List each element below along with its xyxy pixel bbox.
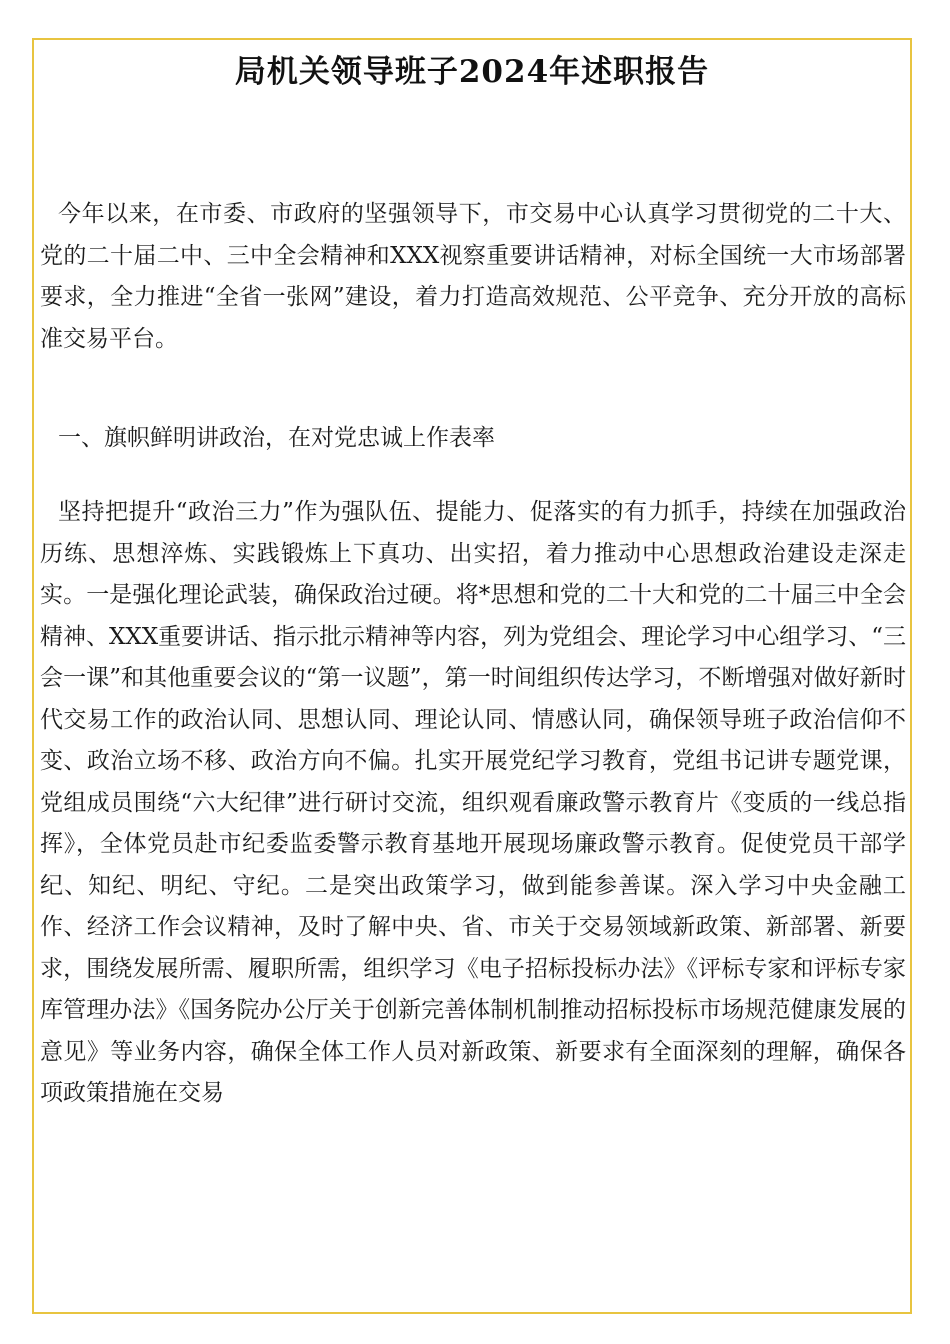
intro-paragraph: 今年以来，在市委、市政府的坚强领导下，市交易中心认真学习贯彻党的二十大、党的二十届二中、三中全会精神和XXX视察重要讲话精神，对标全国统一大市场部署要求，全力推进“全省一张网”建设，着力打造高效规范、公平竞争、充分开放的高标准交易平台。 bbox=[40, 201, 906, 352]
section-heading: 一、旗帜鲜明讲政治，在对党忠诚上作表率 bbox=[58, 425, 495, 451]
document-title: 局机关领导班子2024年述职报告 bbox=[234, 54, 710, 90]
section-body-paragraph: 坚持把提升“政治三力”作为强队伍、提能力、促落实的有力抓手，持续在加强政治历练、思想淬炼、实践锻炼上下真功、出实招，着力推动中心思想政治建设走深走实。一是强化理论武装，确保政治过硬。将*思想和党的二十大和党的二十届三中全会精神、XXX重要讲话、指示批示精神等内容，列为党组会、理论学习中心组学习、“三会一课”和其他重要会议的“第一议题”，第一时间组织传达学习，不断增强对做好新时代交易工作的政治认同、思想认同、理论认同、情感认同，确保领导班子政治信仰不变、政治立场不移、政治方向不偏。扎实开展党纪学习教育，党组书记讲专题党课，党组成员围绕“六大纪律”进行研讨交流，组织观看廉政警示教育片《变质的一线总指挥》，全体党员赴市纪委监委警示教育基地开展现场廉政警示教育。促使党员干部学纪、知纪、明纪、守纪。二是突出政策学习，做到能参善谋。深入学习中央金融工作、经济工作会议精神，及时了解中央、省、市关于交易领域新政策、新部署、新要求，围绕发展所需、履职所需，组织学习《电子招标投标办法》《评标专家和评标专家库管理办法》《国务院办公厅关于创新完善体制机制推动招标投标市场规范健康发展的意见》等业务内容，确保全体工作人员对新政策、新要求有全面深刻的理解，确保各项政策措施在交易 bbox=[40, 499, 906, 1106]
